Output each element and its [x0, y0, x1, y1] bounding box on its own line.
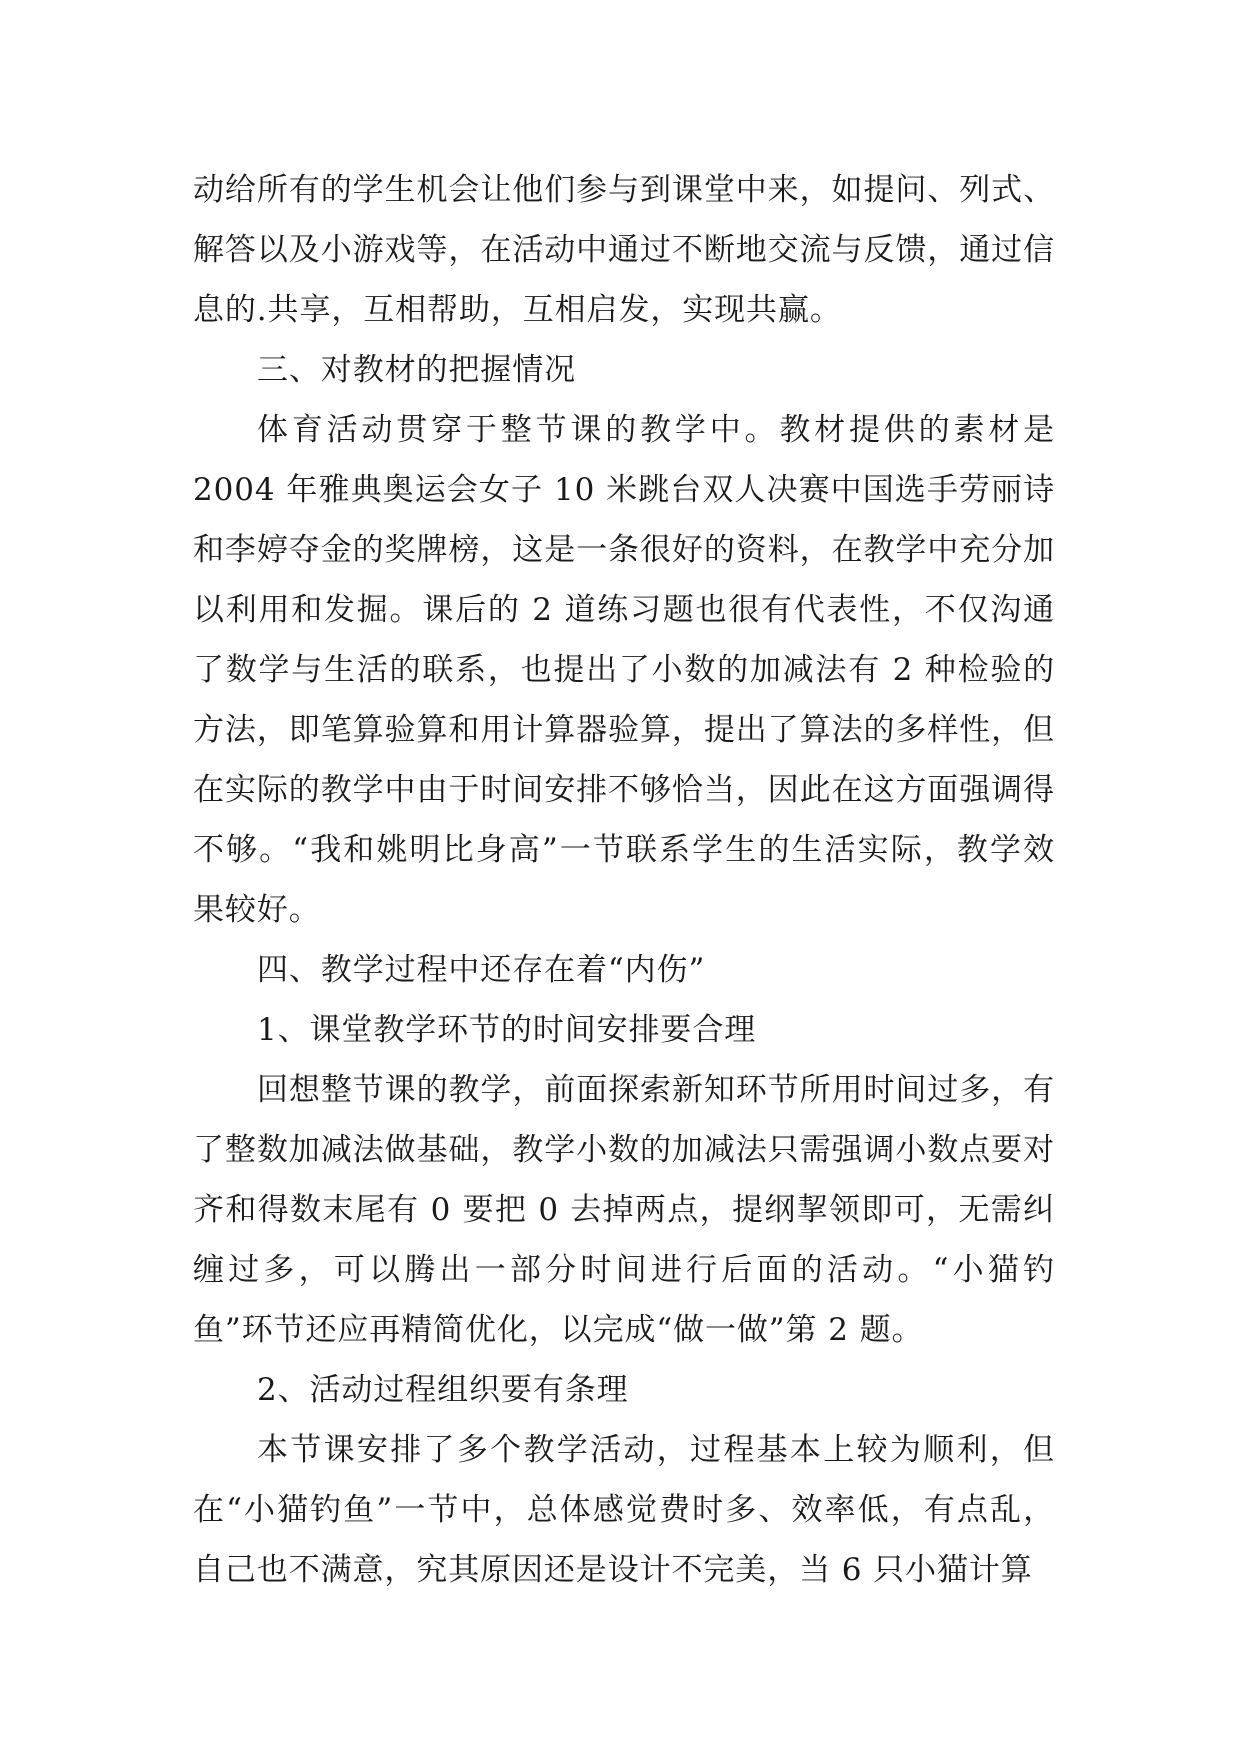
subheading-time: 1、课堂教学环节的时间安排要合理 [257, 1012, 757, 1048]
paragraph-intro: 动给所有的学生机会让他们参与到课堂中来，如提问、列式、解答以及小游戏等，在活动中通过不断地交流与反馈，通过信息的.共享，互相帮助，互相启发，实现共赢。 [193, 172, 1055, 328]
paragraph-activity: 本节课安排了多个教学活动，过程基本上较为顺利，但在“小猫钓鱼”一节中，总体感觉费时多、效率低，有点乱，自己也不满意，究其原因还是设计不完美，当 6 只小猫计算 [193, 1432, 1055, 1588]
document-body [193, 160, 1055, 1600]
subheading-activity: 2、活动过程组织要有条理 [257, 1372, 629, 1408]
paragraph-time: 回想整节课的教学，前面探索新知环节所用时间过多，有了整数加减法做基础，教学小数的加减法只需强调小数点要对齐和得数末尾有 0 要把 0 去掉两点，提纲挈领即可，无需纠缠过多，可以腾出一部分时间进行后面的活动。“小猫钓鱼”环节还应再精简优化，以完成“做一做”第 2 题。 [193, 1072, 1055, 1348]
section-heading-textbook: 三、对教材的把握情况 [257, 352, 576, 388]
section-heading-issues: 四、教学过程中还存在着“内伤” [257, 952, 706, 988]
paragraph-textbook: 体育活动贯穿于整节课的教学中。教材提供的素材是 2004 年雅典奥运会女子 10 米跳台双人决赛中国选手劳丽诗和李婷夺金的奖牌榜，这是一条很好的资料，在教学中充分加以利用和发掘。课后的 2 道练习题也很有代表性，不仅沟通了数学与生活的联系，也提出了小数的加减法有 2 种检验的方法，即笔算验算和用计算器验算，提出了算法的多样性，但在实际的教学中由于时间安排不够恰当，因此在这方面强调得不够。“我和姚明比身高”一节联系学生的生活实际，教学效果较好。 [193, 412, 1055, 928]
